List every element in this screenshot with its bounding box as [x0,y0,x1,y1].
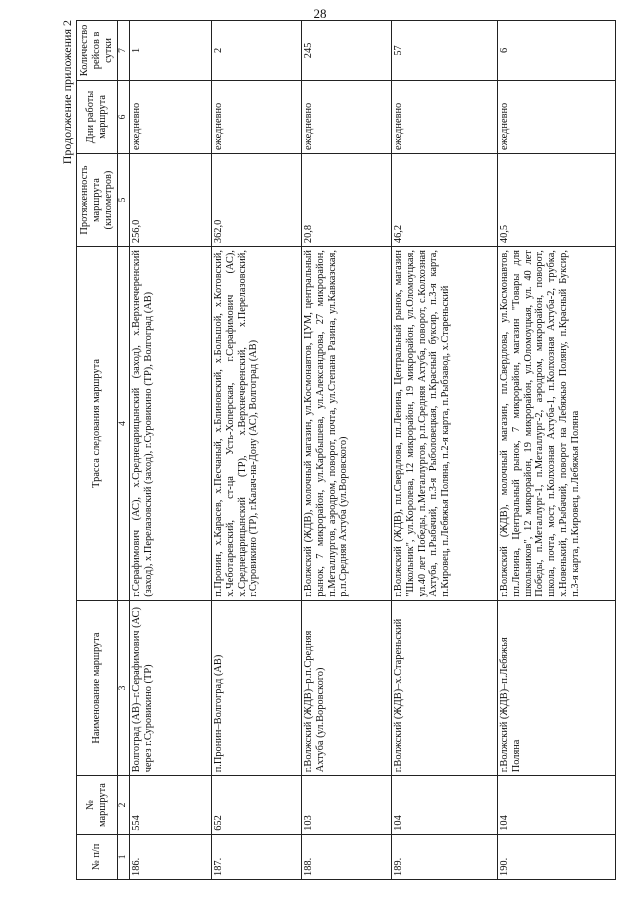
route-path: г.Волжский (ЖДВ), пл.Свердлова, пл.Ленина, Центральный рынок, магазин "Школьник", ул.Королева, 12 микрорайон, 19 микрорайон, ул.Оломоуцкая, ул.40 лет Победы, п.Металлургов, р.п.Средняя Ахтуба, поворот, с.Колхозная Ахтуба, п.Рыбачий, п.3-я Рыболовецкая, п.Красный буксир, п.3-я карта, п.Кировец, п.Лебяжья Поляна, п.2-я карта, п.Рыбзавод, х.Стареньский [392,247,498,601]
trips-per-day: 2 [212,21,302,81]
working-days: ежедневно [302,80,392,153]
route-length: 40,5 [498,154,616,247]
table-row [498,21,616,880]
column-number: 3 [118,600,130,776]
route-path: г.Волжский (ЖДВ), молочный магазин, пл.Свердлова, ул.Космонавтов, пл.Ленина, Центральный рынок, 7 микрорайон, магазин "Товары для школьников", 12 микрорайон, 19 микрорайон, ул.Оломоуцкая, ул. 40 лет Победы, п.Металлург-1, п.Металлург-2, аэродром, микрорайон, поворот, школа, почта, мост, п.Колхозная Ахтуба-1, п.Колхозная Ахтуба-2, трубка, х.Новенький, п.Рыбачий, поворот на Лебяжью Поляну, п.Красный Буксир, п.3-я карта, п.Кировец, п.Лебяжья Поляна [498,247,616,601]
route-path: п.Пронин, х.Карасев, х.Песчаный, х.Блиновский, х.Большой, х.Котовский, х.Чеботаревский, ст-ца Усть-Хоперская, г.Серафимович (АС), х.Среднецарицынский (ТР), х.Верхнечеренский, х.Перелазовский, г.Суровикино (ТР), г.Калач-на-Дону (АС), Волгоград (АВ) [212,247,302,601]
column-number: 6 [118,80,130,153]
header-trips-per-day: Количество рейсов в сутки [77,21,118,81]
working-days: ежедневно [212,80,302,153]
header-row-number: № п/п [77,834,118,879]
route-number: 652 [212,776,302,835]
table-row [130,21,212,880]
route-length: 362,0 [212,154,302,247]
route-name: п.Пронин–Волгоград (АВ) [212,600,302,776]
column-number: 1 [118,834,130,879]
route-number: 554 [130,776,212,835]
row-number: 189. [392,834,498,879]
header-route-path: Трасса следования маршрута [77,247,118,601]
route-name: г.Волжский (ЖДВ)–п.Лебяжья Поляна [498,600,616,776]
row-number: 188. [302,834,392,879]
route-number: 103 [302,776,392,835]
header-working-days: Дни работы маршрута [77,80,118,153]
column-number: 2 [118,776,130,835]
route-length: 256,0 [130,154,212,247]
rotated-sheet [60,20,620,880]
route-name: г.Волжский (ЖДВ)–р.п.Средняя Ахтуба (ул.Воровского) [302,600,392,776]
column-number-row [118,21,130,880]
route-number: 104 [498,776,616,835]
trips-per-day: 1 [130,21,212,81]
routes-table [76,20,616,880]
column-number: 4 [118,247,130,601]
working-days: ежедневно [392,80,498,153]
table-row [392,21,498,880]
route-number: 104 [392,776,498,835]
table-row [302,21,392,880]
route-path: г.Волжский (ЖДВ), молочный магазин, ул.Космонавтов, ЦУМ, центральный рынок, 7 микрорайон, ул.Карбышева, ул.Александрова, 27 микрорайон, п.Металлургов, аэродром, поворот, почта, ул.Степана Разина, ул.Кавказская, р.п.Средняя Ахтуба (ул.Воровского) [302,247,392,601]
working-days: ежедневно [498,80,616,153]
trips-per-day: 245 [302,21,392,81]
header-route-length: Протяженность маршрута (километров) [77,154,118,247]
route-name: г.Волжский (ЖДВ)–х.Стареньский [392,600,498,776]
row-number: 186. [130,834,212,879]
route-name: Волгоград (АВ)–г.Серафимович (АС) через г.Суровикино (ТР) [130,600,212,776]
table-row [212,21,302,880]
column-number: 7 [118,21,130,81]
row-number: 190. [498,834,616,879]
page-number: 28 [313,6,327,21]
header-route-name: Наименование маршрута [77,600,118,776]
header-row [77,21,118,880]
route-length: 46,2 [392,154,498,247]
appendix-note: Продолжение приложения 2 [60,20,74,165]
trips-per-day: 6 [498,21,616,81]
trips-per-day: 57 [392,21,498,81]
route-path: г.Серафимович (АС), х.Среднецарицынский (заход), х.Верхнечеренский (заход), х.Перелазовский (заход), г.Суровикино (ТР), Волгоград (АВ) [130,247,212,601]
header-route-number: № маршрута [77,776,118,835]
working-days: ежедневно [130,80,212,153]
route-length: 20,8 [302,154,392,247]
row-number: 187. [212,834,302,879]
column-number: 5 [118,154,130,247]
